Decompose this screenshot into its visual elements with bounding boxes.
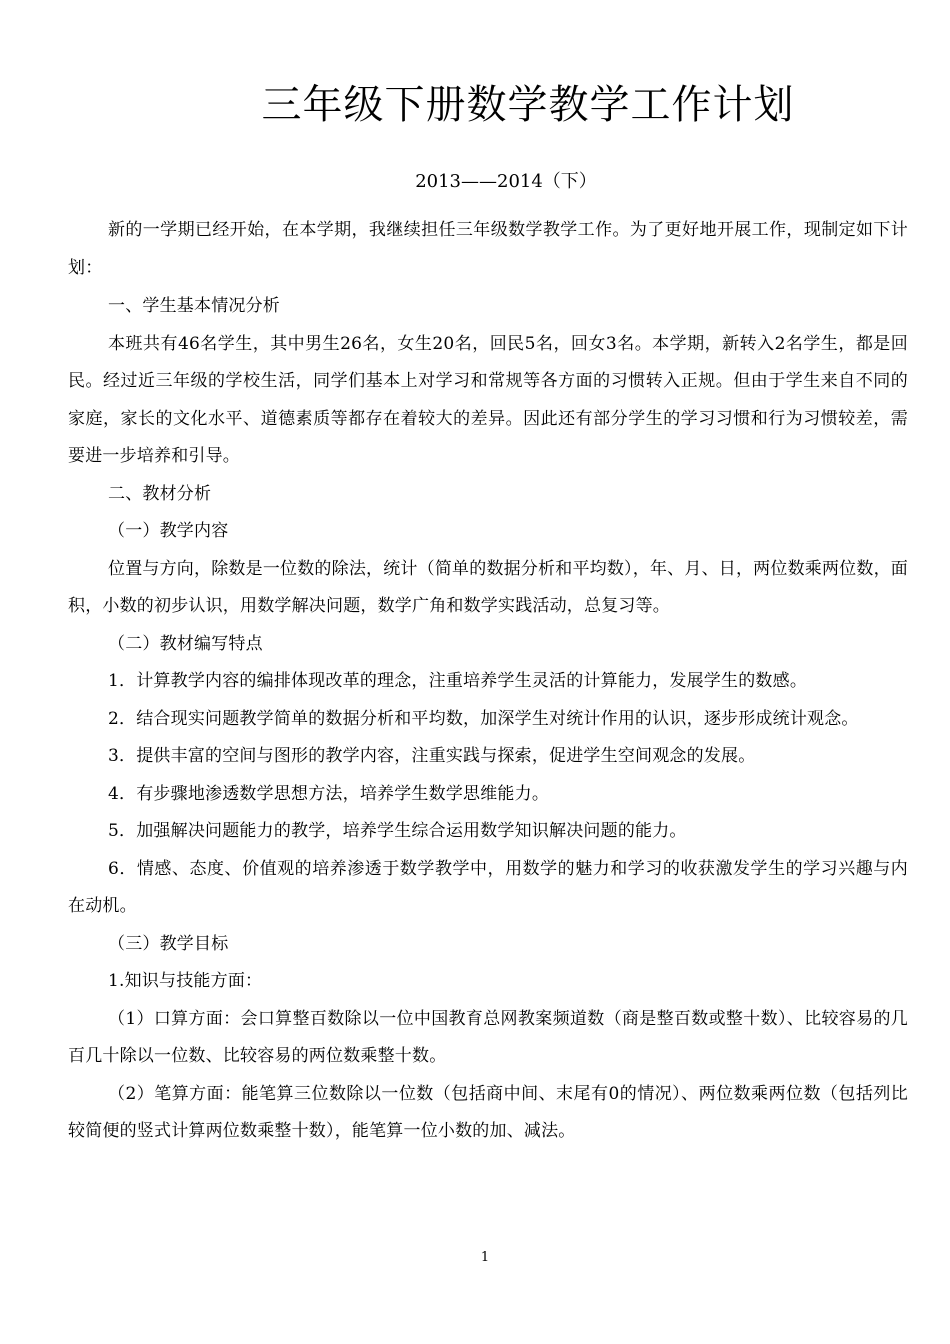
- teaching-content-paragraph: 位置与方向，除数是一位数的除法，统计（简单的数据分析和平均数），年、月、日，两位数乘两位数，面积，小数的初步认识，用数学解决问题，数学广角和数学实践活动，总复习等。: [68, 558, 908, 616]
- subheading-teaching-content: （一）教学内容: [108, 521, 229, 541]
- document-title: 三年级下册数学教学工作计划: [261, 82, 795, 128]
- goal-oral-calculation: （1）口算方面：会口算整百数除以一位中国教育总网教案频道数（商是整百数或整十数）、比较容易的几百几十除以一位数、比较容易的两位数乘整十数。: [68, 1008, 908, 1066]
- feature-item-6: 6．情感、态度、价值观的培养渗透于数学教学中，用数学的魅力和学习的收获激发学生的学习兴趣与内在动机。: [68, 858, 908, 916]
- section-heading-textbook-analysis: 二、教材分析: [108, 483, 212, 504]
- document-body: [68, 212, 908, 1151]
- feature-item-2: 2．结合现实问题教学简单的数据分析和平均数，加深学生对统计作用的认识，逐步形成统计观念。: [108, 708, 859, 729]
- page-number: 1: [480, 1250, 490, 1265]
- intro-paragraph: 新的一学期已经开始，在本学期，我继续担任三年级数学教学工作。为了更好地开展工作，现制定如下计划：: [68, 220, 908, 278]
- goal-written-calculation: （2）笔算方面：能笔算三位数除以一位数（包括商中间、末尾有0的情况）、两位数乘两位数（包括列比较简便的竖式计算两位数乘整十数），能笔算一位小数的加、减法。: [68, 1083, 908, 1141]
- feature-item-3: 3．提供丰富的空间与图形的教学内容，注重实践与探索，促进学生空间观念的发展。: [108, 746, 756, 766]
- subheading-teaching-goals: （三）教学目标: [108, 933, 229, 954]
- section-heading-student-analysis: 一、学生基本情况分析: [108, 296, 280, 316]
- document-subtitle: 2013——2014（下）: [415, 171, 597, 192]
- goal-knowledge-skills: 1.知识与技能方面：: [108, 971, 263, 991]
- feature-item-1: 1．计算教学内容的编排体现改革的理念，注重培养学生灵活的计算能力，发展学生的数感。: [108, 671, 808, 691]
- feature-item-4: 4．有步骤地渗透数学思想方法，培养学生数学思维能力。: [108, 783, 550, 804]
- feature-item-5: 5．加强解决问题能力的教学，培养学生综合运用数学知识解决问题的能力。: [108, 821, 687, 841]
- student-analysis-paragraph: 本班共有46名学生，其中男生26名，女生20名，回民5名，回女3名。本学期，新转入2名学生，都是回民。经过近三年级的学校生活，同学们基本上对学习和常规等各方面的习惯转入正规。但由于学生来自不同的家庭，家长的文化水平、道德素质等都存在着较大的差异。因此还有部分学生的学习习惯和行为习惯较差，需要进一步培养和引导。: [68, 333, 908, 466]
- subheading-textbook-features: （二）教材编写特点: [108, 633, 263, 654]
